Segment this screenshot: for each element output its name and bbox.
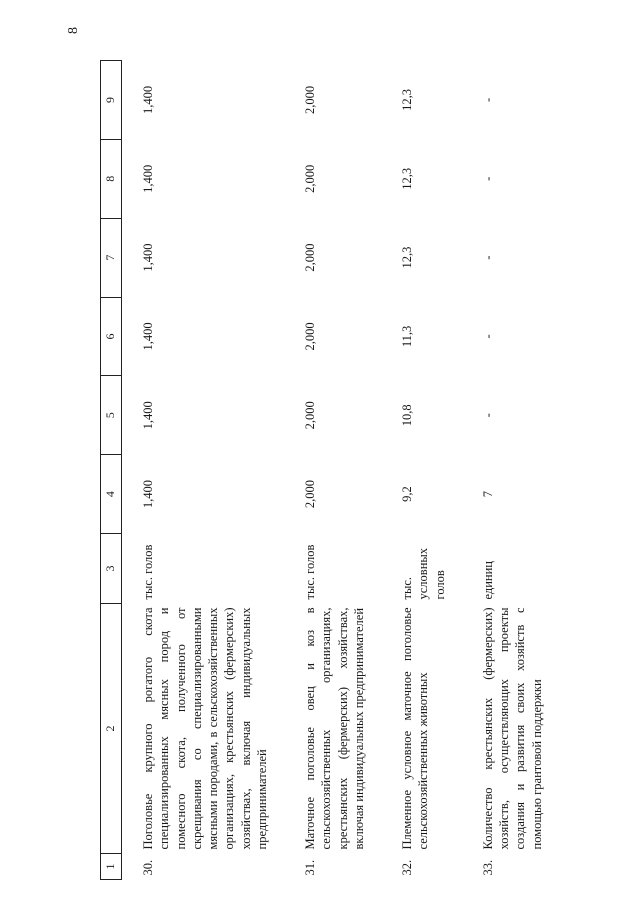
column-number: 3 (101, 534, 122, 604)
value-cell: 10,8 (400, 404, 414, 427)
unit: единиц (480, 560, 495, 600)
value-cell: 1,400 (141, 164, 155, 193)
table-row (284, 61, 381, 880)
row-number: 32. (400, 859, 414, 876)
row-number: 33. (480, 859, 495, 876)
row-number: 31. (303, 859, 317, 876)
column-number: 7 (101, 218, 122, 297)
value-cell: 12,3 (400, 167, 414, 190)
column-number-row (101, 61, 122, 880)
value-cell: 1,400 (141, 480, 155, 509)
value-cell: 7 (480, 490, 495, 498)
value-cell: 2,000 (303, 243, 317, 272)
column-number: 6 (101, 297, 122, 376)
indicator-name: Количество крестьянских (фермерских) хозяйств, осуществляющих проекты создания и развития своих хозяйств с помощью грантовой поддержки (480, 607, 544, 850)
unit: тыс. голов (141, 544, 155, 600)
column-number: 5 (101, 376, 122, 455)
table-row (122, 61, 285, 880)
indicator-name: Племенное условное маточное поголовье сельскохозяйственных животных (400, 607, 431, 850)
rotated-table-stage (100, 60, 544, 880)
value-cell: - (480, 334, 495, 339)
value-cell: 1,400 (141, 322, 155, 351)
unit: тыс. голов (303, 544, 317, 600)
value-cell: 1,400 (141, 85, 155, 114)
value-cell: 1,400 (141, 401, 155, 430)
value-cell: - (480, 97, 495, 103)
value-cell: 2,000 (303, 480, 317, 509)
table-row (462, 61, 559, 880)
unit: тыс. условных голов (400, 547, 447, 600)
value-cell: - (480, 413, 495, 418)
value-cell: 12,3 (400, 246, 414, 269)
column-number: 9 (101, 61, 122, 140)
column-number: 1 (101, 854, 122, 880)
value-cell: 2,000 (303, 85, 317, 114)
value-cell: 11,3 (400, 325, 414, 348)
column-number: 2 (101, 604, 122, 854)
value-cell: 2,000 (303, 401, 317, 430)
value-cell: - (480, 255, 495, 260)
value-cell: 1,400 (141, 243, 155, 272)
value-cell: - (480, 176, 495, 181)
indicator-name: Поголовье крупного рогатого скота специализированных мясных пород и помесного скота, полученного от скрещивания со специализированными мясными породами, в сельскохозяйственных организациях, крестьянских (фермерских) хозяйствах, включая индивидуальных предпринимателей (141, 607, 269, 850)
column-number: 4 (101, 455, 122, 534)
value-cell: 9,2 (400, 486, 414, 502)
indicators-table (100, 60, 559, 880)
value-cell: 2,000 (303, 164, 317, 193)
column-number: 8 (101, 139, 122, 218)
row-number: 30. (141, 859, 155, 876)
value-cell: 2,000 (303, 322, 317, 351)
table-row (381, 61, 462, 880)
value-cell: 12,3 (400, 89, 414, 111)
page-number: 8 (66, 27, 81, 34)
indicator-name: Маточное поголовье овец и коз в сельскохозяйственных организациях, крестьянских (фермерских) хозяйствах, включая индивидуальных предпринимателей (303, 607, 366, 850)
